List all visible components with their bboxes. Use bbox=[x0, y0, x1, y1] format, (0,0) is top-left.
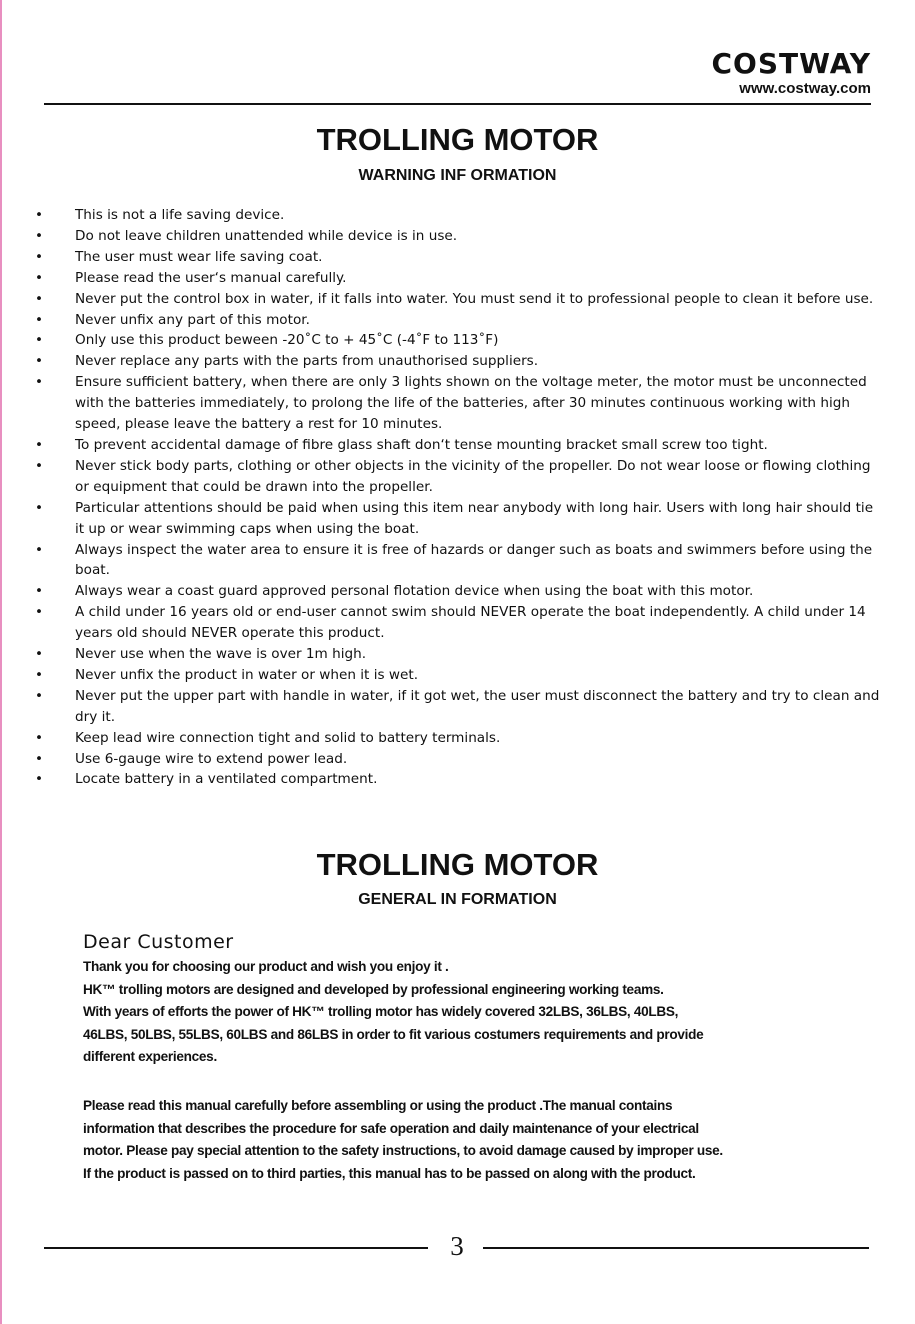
warning-item-text: Never stick body parts, clothing or other objects in the vicinity of the propeller. Do not wear loose or flowing clothing or equipment that could be drawn into the propeller. bbox=[75, 457, 871, 495]
warning-item bbox=[35, 581, 885, 602]
warning-item-text: Use 6-gauge wire to extend power lead. bbox=[75, 750, 348, 767]
warning-item-text: Please read the user‘s manual carefully. bbox=[75, 269, 347, 286]
warning-item bbox=[35, 435, 885, 456]
warning-item-text: Keep lead wire connection tight and solid to battery terminals. bbox=[75, 729, 501, 746]
bullet-icon: • bbox=[35, 374, 44, 391]
bullet-icon: • bbox=[35, 248, 44, 265]
warning-item-text: To prevent accidental damage of fibre glass shaft don‘t tense mounting bracket small screw too tight. bbox=[75, 436, 768, 453]
warning-item bbox=[35, 456, 885, 498]
warning-item bbox=[35, 665, 885, 686]
warning-item-text: Always wear a coast guard approved personal flotation device when using the boat with this motor. bbox=[75, 583, 754, 600]
bullet-icon: • bbox=[35, 436, 44, 453]
manual-paragraph: Please read this manual carefully before assembling or using the product .The manual contains information that describes the procedure for safe operation and daily maintenance of your electrical motor. Please pay special attention to the safety instructions, to avoid damage caused by improper use. If the product is passed on to third parties, this manual has to be passed on along with the product. bbox=[83, 1098, 723, 1181]
warning-item-text: Never put the upper part with handle in water, if it got wet, the user must disconnect the battery and try to clean and dry it. bbox=[75, 687, 880, 725]
warning-item bbox=[35, 247, 885, 268]
warning-item-text: Only use this product beween -20˚C to + 45˚C (-4˚F to 113˚F) bbox=[75, 332, 499, 349]
bullet-icon: • bbox=[35, 750, 44, 767]
brand-header bbox=[711, 47, 871, 97]
warning-item-text: Ensure sufficient battery, when there are only 3 lights shown on the voltage meter, the motor must be unconnected with the batteries immediately, to prolong the life of the batteries, after 30 minutes continuous working with high speed, please leave the battery a rest for 10 minutes. bbox=[75, 374, 867, 433]
warning-item-text: Do not leave children unattended while device is in use. bbox=[75, 227, 458, 244]
bullet-icon: • bbox=[35, 457, 44, 474]
warning-item bbox=[35, 372, 885, 435]
warning-item bbox=[35, 769, 885, 790]
warning-item-text: Never unfix any part of this motor. bbox=[75, 311, 310, 328]
warning-item-text: Never use when the wave is over 1m high. bbox=[75, 646, 367, 663]
bullet-icon: • bbox=[35, 729, 44, 746]
footer-divider-left bbox=[44, 1247, 428, 1249]
warning-title: TROLLING MOTOR bbox=[316, 122, 599, 157]
warning-item-text: Never put the control box in water, if it falls into water. You must send it to professional people to clean it before use. bbox=[75, 290, 874, 307]
general-subtitle: GENERAL IN FORMATION bbox=[358, 891, 557, 908]
warning-item bbox=[35, 686, 885, 728]
warning-item bbox=[35, 728, 885, 749]
warning-subtitle: WARNING INF ORMATION bbox=[358, 167, 557, 184]
bullet-icon: • bbox=[35, 332, 44, 349]
warning-item bbox=[35, 268, 885, 289]
bullet-icon: • bbox=[35, 290, 44, 307]
warning-item bbox=[35, 289, 885, 310]
bullet-icon: • bbox=[35, 583, 44, 600]
bullet-icon: • bbox=[35, 499, 44, 516]
warning-item-text: The user must wear life saving coat. bbox=[75, 248, 323, 265]
bullet-icon: • bbox=[35, 666, 44, 683]
page-number: 3 bbox=[450, 1231, 464, 1261]
warning-item bbox=[35, 498, 885, 540]
warning-item bbox=[35, 330, 885, 351]
warning-item-text: Locate battery in a ventilated compartment. bbox=[75, 771, 378, 788]
warning-list bbox=[35, 205, 885, 790]
warning-item bbox=[35, 310, 885, 331]
warning-item bbox=[35, 540, 885, 582]
costway-logo: COSTWAY bbox=[711, 47, 871, 80]
bullet-icon: • bbox=[35, 227, 44, 244]
warning-item-text: Always inspect the water area to ensure it is free of hazards or danger such as boats and swimmers before using the boat. bbox=[75, 541, 873, 579]
warning-item-text: Never unfix the product in water or when it is wet. bbox=[75, 666, 419, 683]
warning-item bbox=[35, 602, 885, 644]
bullet-icon: • bbox=[35, 771, 44, 788]
warning-item-text: This is not a life saving device. bbox=[75, 207, 285, 223]
brand-url: www.costway.com bbox=[739, 80, 871, 97]
bullet-icon: • bbox=[35, 353, 44, 370]
bullet-icon: • bbox=[35, 687, 44, 704]
footer-divider-right bbox=[483, 1247, 869, 1249]
warning-item bbox=[35, 351, 885, 372]
warning-item bbox=[35, 749, 885, 770]
bullet-icon: • bbox=[35, 269, 44, 286]
warning-item-text: A child under 16 years old or end-user cannot swim should NEVER operate the boat independently. A child under 14 years old should NEVER operate this product. bbox=[75, 604, 866, 642]
greeting: Dear Customer bbox=[83, 931, 234, 953]
warning-item-text: Particular attentions should be paid when using this item near anybody with long hair. Users with long hair should tie it up or wear swimming caps when using the boat. bbox=[75, 499, 874, 537]
intro-paragraph: Thank you for choosing our product and wish you enjoy it . HK™ trolling motors are designed and developed by professional engineering working teams. With years of efforts the power of HK™ trolling motor has widely covered 32LBS, 36LBS, 40LBS, 46LBS, 50LBS, 55LBS, 60LBS and 86LBS in order to fit various costumers requirements and provide different experiences. bbox=[83, 959, 704, 1064]
bullet-icon: • bbox=[35, 646, 44, 663]
warning-item bbox=[35, 644, 885, 665]
bullet-icon: • bbox=[35, 604, 44, 621]
bullet-icon: • bbox=[35, 207, 44, 223]
general-title: TROLLING MOTOR bbox=[316, 847, 599, 882]
header-divider bbox=[44, 103, 871, 105]
warning-item bbox=[35, 226, 885, 247]
warning-item-text: Never replace any parts with the parts from unauthorised suppliers. bbox=[75, 353, 539, 370]
bullet-icon: • bbox=[35, 311, 44, 328]
page-edge bbox=[0, 0, 2, 1324]
bullet-icon: • bbox=[35, 541, 44, 558]
warning-item bbox=[35, 205, 885, 226]
